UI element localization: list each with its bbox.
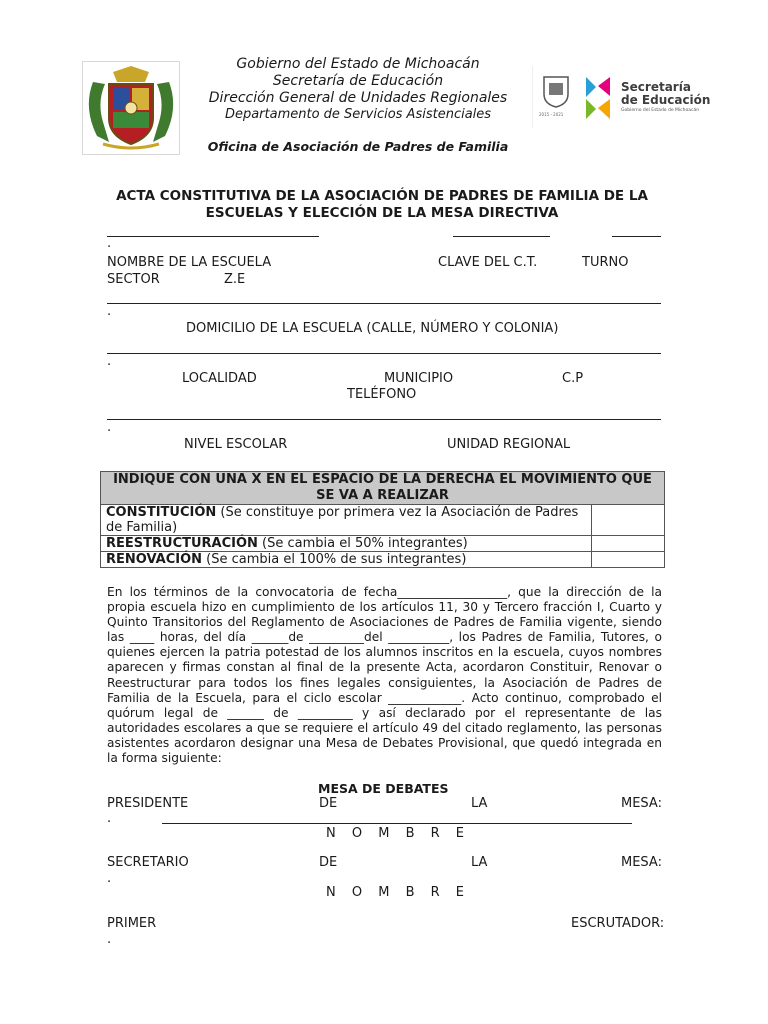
dot-marker: . [107,304,112,319]
table-row [101,505,665,536]
seal-icon [541,74,571,108]
movement-desc: (Se cambia el 50% integrantes) [257,536,468,551]
body-paragraph: En los términos de la convocatoria de fecha__________________, que la dirección de la propia escuela hizo en cumplimiento de los artículos 11, 30 y Tercero fracción I, Cuarto y Quinto Transitorios del Reglamento de Asociaciones de Padres de Familia vigente, siendo las ____ horas, del día ______de _________del __________, los Padres de Familia, Tutores, o quienes ejercen la patria potestad de los alumnos inscritos en la escuela, cuyos nombres aparecen y firmas constan al final de la presente Acta, acordaron Constituir, Renovar o Reestructurar para todos los fines legales consiguientes, la Asociación de Padres de Familia de la Escuela, para el ciclo escolar ____________. Acto continuo, comprobado el quórum legal de ______ de _________ y así declarado por el representante de las autoridades escolares a que se requiere el artículo 49 del citado reglamento, las personas asistentes acordaron designar una Mesa de Debates Provisional, que quedó integrada en la forma siguiente: [107,585,662,766]
label-clave: CLAVE DEL C.T. [438,255,538,270]
label-localidad: LOCALIDAD [182,371,257,386]
k-mark-icon [583,74,613,122]
movement-desc: (Se constituye por primera vez la Asociación de Padres de Familia) [106,505,579,535]
header-line-2: Secretaría de Educación [272,73,444,89]
label-de: DE [319,796,338,811]
label-presidente: PRESIDENTE [107,796,189,811]
label-ze: Z.E [224,272,246,287]
movement-label: REESTRUCTURACIÓN [106,536,258,551]
header-line-1: Gobierno del Estado de Michoacán [236,56,480,72]
movement-label: CONSTITUCIÓN [106,505,217,520]
label-turno: TURNO [582,255,629,270]
dot-marker: . [107,932,112,947]
logo-years: 2015 - 2021 [539,112,564,117]
mesa-title: MESA DE DEBATES [318,781,449,796]
level-line [107,419,661,420]
state-coat-of-arms [82,61,180,155]
dot-marker: . [107,420,112,435]
label-de: DE [319,855,338,870]
label-unidad: UNIDAD REGIONAL [447,437,571,452]
dot-marker: . [107,811,112,826]
label-nivel: NIVEL ESCOLAR [184,437,288,452]
label-municipio: MUNICIPIO [384,371,454,386]
label-secretario: SECRETARIO [107,855,189,870]
header-line-3: Dirección General de Unidades Regionales [208,90,508,106]
school-name-line [107,236,319,237]
mark-cell-renovacion[interactable] [592,552,665,568]
turno-line [612,236,661,237]
label-cp: C.P [562,371,584,386]
header-line-4: Departamento de Servicios Asistenciales [224,107,492,122]
label-nombre: N O M B R E [326,885,470,900]
label-primer: PRIMER [107,916,157,931]
label-la: LA [471,796,488,811]
label-la: LA [471,855,488,870]
dot-marker: . [107,236,112,251]
label-nombre: N O M B R E [326,826,470,841]
label-domicilio: DOMICILIO DE LA ESCUELA (CALLE, NÚMERO Y COLONIA) [186,321,559,336]
label-school-name: NOMBRE DE LA ESCUELA [107,255,272,270]
movement-label: RENOVACIÓN [106,552,203,567]
document-title-line2: ESCUELAS Y ELECCIÓN DE LA MESA DIRECTIVA [205,205,559,221]
label-telefono: TELÉFONO [347,387,417,402]
document-title-line1: ACTA CONSTITUTIVA DE LA ASOCIACIÓN DE PADRES DE FAMILIA DE LA [116,188,648,204]
movement-table-header: INDIQUE CON UNA X EN EL ESPACIO DE LA DERECHA EL MOVIMIENTO QUE SE VA A REALIZAR [101,472,665,505]
label-mesa: MESA: [621,855,662,870]
presidente-signature-line [162,823,632,824]
locality-line [107,353,661,354]
address-line [107,303,661,304]
logo-sub: Gobierno del Estado de Michoacán [621,108,700,113]
mark-cell-reestructuracion[interactable] [592,536,665,552]
dot-marker: . [107,871,112,886]
label-escrutador: ESCRUTADOR: [571,916,665,931]
education-logo [532,66,733,128]
logo-brand-line1: Secretaría [621,80,691,94]
table-row [101,536,665,552]
label-sector: SECTOR [107,272,160,287]
logo-brand-line2: de Educación [621,93,711,107]
dot-marker: . [107,354,112,369]
table-row [101,552,665,568]
movement-desc: (Se cambia el 100% de sus integrantes) [202,552,467,567]
label-mesa: MESA: [621,796,662,811]
mark-cell-constitucion[interactable] [592,505,665,536]
clave-line [453,236,550,237]
header-office: Oficina de Asociación de Padres de Familia [207,139,509,154]
movement-table [100,471,665,568]
